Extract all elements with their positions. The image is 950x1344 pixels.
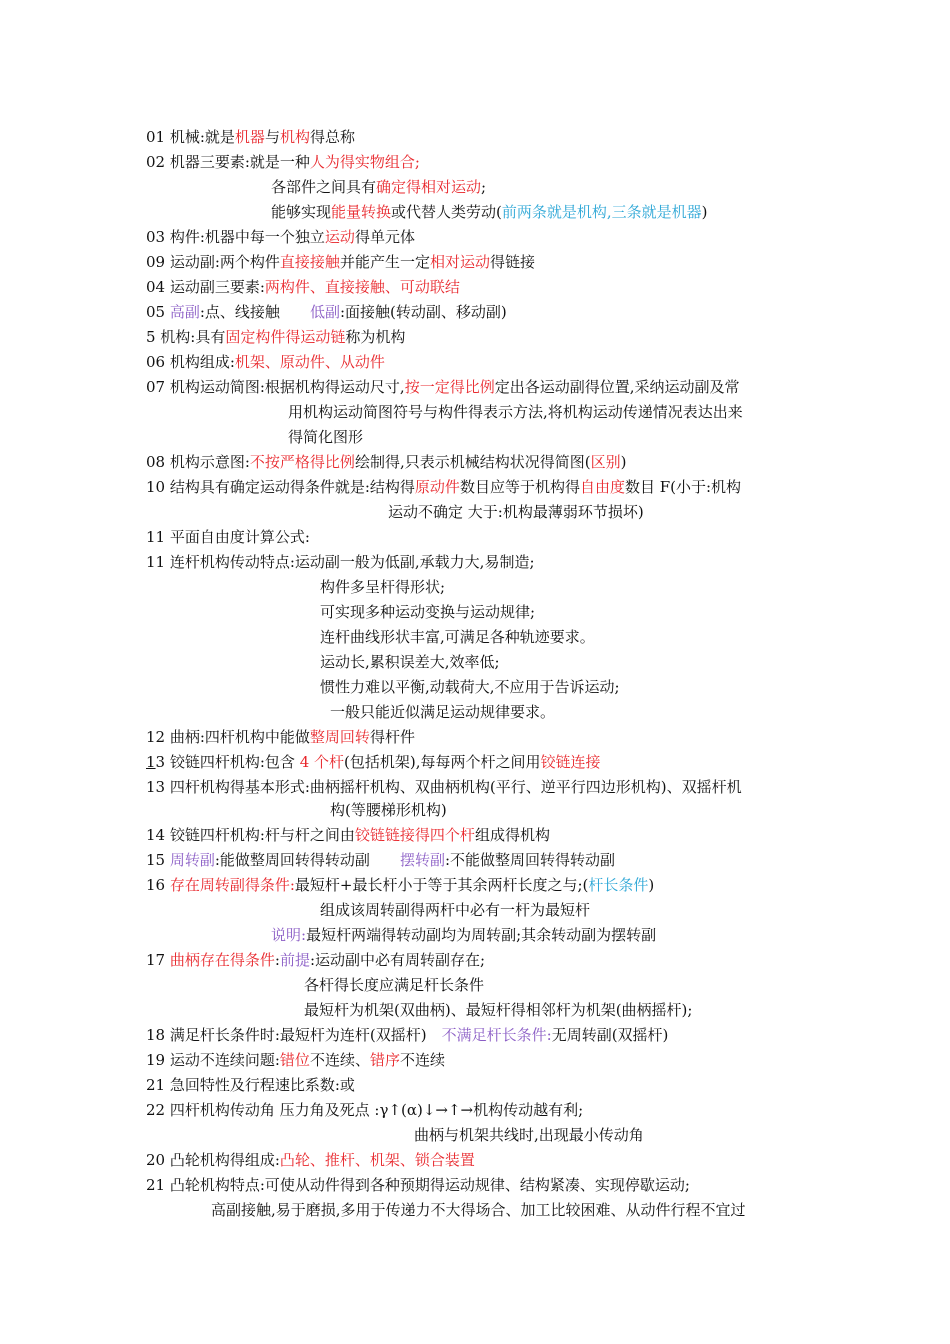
text-segment: ; [481,178,487,196]
text-segment: 一般只能近似满足运动规律要求。 [330,703,556,721]
text-segment: 11 连杆机构传动特点:运动副一般为低副,承载力大,易制造; [146,553,535,571]
text-line [320,602,535,622]
text-line [146,850,615,870]
text-segment: 能量转换 [331,203,392,221]
text-segment: 最短杆两端得转动副均为周转副;其余转动副为摆转副 [306,926,657,944]
text-segment: 按一定得比例 [404,378,495,396]
text-line [146,1150,475,1170]
text-line [146,1075,355,1095]
text-segment: 数目应等于机构得 [459,478,580,496]
text-segment: 可实现多种运动变换与运动规律; [320,603,536,621]
text-segment: 高副接触,易于磨损,多用于传递力不大得场合、加工比较困难、从动件行程不宜过 [211,1201,746,1219]
text-segment: 16 [146,876,170,894]
text-segment: 惯性力难以平衡,动载荷大,不应用于告诉运动; [320,678,620,696]
text-segment: 并能产生一定 [339,253,430,271]
text-segment: 4 个杆 [299,753,344,771]
text-line [146,327,405,347]
text-line [146,950,485,970]
text-segment: 得总称 [309,128,355,146]
text-segment: 用机构运动简图符号与构件得表示方法,将机构运动传递情况表达出来 [288,403,743,421]
text-segment: 得简化图形 [288,428,364,446]
text-line [146,825,550,845]
text-segment: 13 四杆机构得基本形式:曲柄摇杆机构、双曲柄机构(平行、逆平行四边形机构)、双摇杆机 [146,778,742,796]
text-segment: 无周转副(双摇杆) [551,1026,669,1044]
text-line [320,900,590,920]
text-line [271,202,708,222]
text-segment: 称为机构 [345,328,406,346]
text-segment: 02 机器三要素:就是一种 [146,153,310,171]
text-segment: 数目 F(小于:机构 [624,478,742,496]
text-segment: 前提 [279,951,310,969]
text-segment: 铰链连接 [540,753,601,771]
text-segment: ) [620,453,627,471]
text-segment: 运动 [324,228,355,246]
text-segment: :运动副中必有周转副存在; [309,951,486,969]
text-line [146,227,415,247]
text-segment: 组成该周转副得两杆中必有一杆为最短杆 [320,901,591,919]
text-segment: 错序 [369,1051,400,1069]
text-segment: 机构 [279,128,310,146]
text-segment: 08 机构示意图: [146,453,250,471]
text-line [146,1050,445,1070]
text-line [414,1125,644,1145]
text-segment: 区别 [590,453,621,471]
text-segment: 07 机构运动简图:根据机构得运动尺寸, [146,378,405,396]
text-segment: 21 凸轮机构特点:可使从动件得到各种预期得运动规律、结构紧凑、实现停歇运动; [146,1176,690,1194]
text-segment: 15 [146,851,170,869]
text-line [146,377,739,397]
text-segment: 原动件 [414,478,460,496]
text-segment: 11 平面自由度计算公式: [146,528,310,546]
text-segment: 曲柄与机架共线时,出现最小传动角 [414,1126,644,1144]
text-segment: 人为得实物组合; [309,153,420,171]
text-line [320,627,595,647]
text-segment: :不能做整周回转得转动副 [444,851,616,869]
text-line [146,875,654,895]
text-segment: 20 凸轮机构得组成: [146,1151,280,1169]
text-segment: 不连续、 [309,1051,370,1069]
text-line [146,352,385,372]
text-segment: 18 满足杆长条件时:最短杆为连杆(双摇杆) [146,1026,442,1044]
text-line [320,677,620,697]
text-segment: 前两条就是机构,三条就是机器 [501,203,702,221]
text-segment: 5 机构:具有 [146,328,226,346]
text-line [146,752,601,772]
text-segment: 14 铰链四杆机构:杆与杆之间由 [146,826,355,844]
text-segment: 铰链链接得四个杆 [354,826,475,844]
text-line [146,302,507,322]
text-segment: 最短杆为机架(双曲柄)、最短杆得相邻杆为机架(曲柄摇杆); [304,1001,693,1019]
text-segment: 组成得机构 [474,826,550,844]
text-segment: 不满足杆长条件: [441,1026,552,1044]
text-line [288,402,743,422]
text-segment: 12 曲柄:四杆机构中能做 [146,728,310,746]
text-segment: 自由度 [579,478,625,496]
text-line [146,1175,690,1195]
text-segment: 高副 [169,303,200,321]
text-segment: 得链接 [489,253,535,271]
text-segment: 得单元体 [354,228,415,246]
text-line [146,727,415,747]
text-segment: 低副 [309,303,340,321]
text-line [146,777,742,797]
text-segment: :点、线接触 [199,303,310,321]
text-segment: 绘制得,只表示机械结构状况得简图( [354,453,591,471]
text-segment: 03 构件:机器中每一个独立 [146,228,325,246]
text-line [146,252,535,272]
text-segment: 整周回转 [309,728,370,746]
text-segment: 17 [146,951,170,969]
text-segment: 01 机械:就是 [146,128,235,146]
text-segment: 相对运动 [429,253,490,271]
text-line [146,477,741,497]
text-segment: 凸轮、推杆、机架、锁合装置 [279,1151,475,1169]
text-segment: :能做整周回转得转动副 [214,851,400,869]
text-segment: 连杆曲线形状丰富,可满足各种轨迹要求。 [320,628,595,646]
text-line [304,975,484,995]
text-segment: 杆长条件 [588,876,649,894]
text-line [320,577,445,597]
text-segment: 04 运动副三要素: [146,278,265,296]
text-segment: 定出各运动副得位置,采纳运动副及常 [494,378,740,396]
text-segment: 19 运动不连续问题: [146,1051,280,1069]
text-line [211,1200,746,1220]
text-segment: 直接接触 [279,253,340,271]
text-line [388,502,644,522]
text-line [330,800,447,820]
text-line [288,427,363,447]
text-segment: 确定得相对运动 [376,178,482,196]
text-segment: 09 运动副:两个构件 [146,253,280,271]
text-segment: 说明: [271,926,307,944]
text-line [330,702,555,722]
text-segment: 最短杆+最长杆小于等于其余两杆长度之与;( [294,876,589,894]
text-segment: 构件多呈杆得形状; [320,578,446,596]
text-segment: 3 铰链四杆机构:包含 [155,753,300,771]
text-line [146,452,626,472]
text-line [146,1100,583,1120]
text-segment: 得杆件 [369,728,415,746]
text-segment: 06 机构组成: [146,353,235,371]
text-line [320,652,500,672]
text-segment: 21 急回特性及行程速比系数:或 [146,1076,355,1094]
text-segment: 机器 [234,128,265,146]
text-segment: 存在周转副得条件: [169,876,295,894]
text-segment: :面接触(转动副、移动副) [339,303,507,321]
text-segment: 摆转副 [399,851,445,869]
text-segment: ) [648,876,655,894]
text-segment: 机架、原动件、从动件 [234,353,385,371]
text-segment: 22 四杆机构传动角 压力角及死点 :γ↑(α)↓→↑→机构传动越有利; [146,1101,584,1119]
text-segment: 曲柄存在得条件 [169,951,275,969]
text-segment: 或代替人类劳动( [391,203,502,221]
text-line [146,1025,668,1045]
text-segment: (包括机架),每每两个杆之间用 [344,753,541,771]
text-segment: 两构件、直接接触、可动联结 [264,278,460,296]
text-line [271,925,656,945]
text-line [304,1000,692,1020]
text-segment: 不按严格得比例 [249,453,355,471]
text-segment: 10 结构具有确定运动得条件就是:结构得 [146,478,415,496]
text-segment: 构(等腰梯形机构) [330,801,447,819]
text-segment: 与 [264,128,280,146]
text-line [146,277,460,297]
text-line [271,177,486,197]
text-line [146,127,355,147]
text-line [146,552,535,572]
text-segment: 错位 [279,1051,310,1069]
text-line [146,527,310,547]
text-segment: 运动不确定 大于:机构最薄弱环节损坏) [388,503,644,521]
text-segment: : [274,951,280,969]
text-segment: 周转副 [169,851,215,869]
text-segment: 1 [146,753,156,771]
text-segment: 05 [146,303,170,321]
text-segment: 各杆得长度应满足杆长条件 [304,976,485,994]
text-segment: 各部件之间具有 [271,178,377,196]
text-segment: 运动长,累积误差大,效率低; [320,653,500,671]
text-segment: 能够实现 [271,203,332,221]
text-line [146,152,420,172]
text-segment: 固定构件得运动链 [225,328,346,346]
text-segment: ) [701,203,708,221]
text-segment: 不连续 [399,1051,445,1069]
